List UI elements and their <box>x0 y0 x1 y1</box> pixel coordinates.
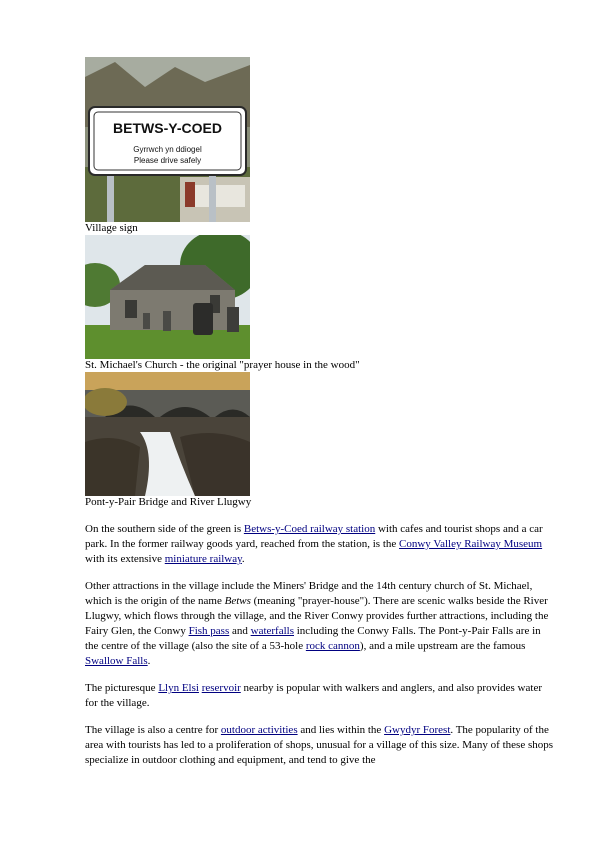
text-run: On the southern side of the green is <box>85 523 244 535</box>
link-fish-pass[interactable]: Fish pass <box>188 625 230 637</box>
figure-caption: Pont-y-Pair Bridge and River Llugwy <box>85 496 252 508</box>
link-reservoir[interactable]: reservoir <box>201 682 241 694</box>
text-run: . The popularity of the area with tourists has led to a proliferation of shops, unusual for a village of this size. Many of these shops specialize in outdoor clothing and equipment, and tend to give the <box>85 724 554 766</box>
text-run: The picturesque <box>85 682 159 694</box>
text-run: including the Conwy Falls. The Pont-y-Pair Falls are in the centre of the village (also the site of a 53-hole <box>85 625 541 652</box>
link-rock-cannon[interactable]: rock cannon <box>305 640 360 652</box>
sign-title: BETWS-Y-COED <box>113 120 222 136</box>
link-waterfalls[interactable]: waterfalls <box>250 625 294 637</box>
text-run: (meaning "prayer-house"). There are scenic walks beside the River Llugwy, which flows through the village, and the River Conwy provides further attractions, including the Fairy Glen, the Conwy <box>85 595 549 637</box>
link-conwy-valley-railway-museum[interactable]: Conwy Valley Railway Museum <box>399 538 543 550</box>
link-outdoor-activities[interactable]: outdoor activities <box>220 724 298 736</box>
text-run: ), and a mile upstream are the famous <box>359 640 526 652</box>
bridge-river-photo <box>85 372 250 496</box>
text-run: and <box>229 625 251 637</box>
link-llyn-elsi[interactable]: Llyn Elsi <box>158 682 199 694</box>
figure-caption: Village sign <box>85 222 138 234</box>
emphasis-betws: Betws <box>224 595 251 607</box>
church-photo <box>85 235 250 359</box>
text-run: with its extensive <box>85 553 165 565</box>
text-run: . <box>147 655 151 667</box>
text-run: nearby is popular with walkers and anglers, and also provides water for the village. <box>85 682 542 709</box>
paragraph-attractions <box>85 579 555 669</box>
sign-line-welsh: Gyrrwch yn ddiogel <box>133 145 202 154</box>
text-run: The village is also a centre for <box>85 724 221 736</box>
sign-line-english: Please drive safely <box>133 156 202 165</box>
text-run: Other attractions in the village include the Miners' Bridge and the 14th century church of St. Michael, which is the origin of the name <box>85 580 533 607</box>
paragraph-railway <box>85 522 555 567</box>
figure-caption: St. Michael's Church - the original "prayer house in the wood" <box>85 359 360 371</box>
link-miniature-railway[interactable]: miniature railway <box>164 553 242 565</box>
paragraph-llyn-elsi <box>85 681 555 711</box>
village-sign-photo <box>85 57 250 222</box>
text-run: with cafes and tourist shops and a car park. In the former railway goods yard, reached from the station, is the <box>85 523 543 550</box>
link-swallow-falls[interactable]: Swallow Falls <box>85 655 148 667</box>
text-run: . <box>241 553 245 565</box>
link-betws-y-coed-railway-station[interactable]: Betws-y-Coed railway station <box>243 523 376 535</box>
paragraph-outdoor <box>85 723 555 768</box>
text-run: and lies within the <box>297 724 385 736</box>
link-gwydyr-forest[interactable]: Gwydyr Forest <box>384 724 451 736</box>
document-page <box>85 57 555 780</box>
